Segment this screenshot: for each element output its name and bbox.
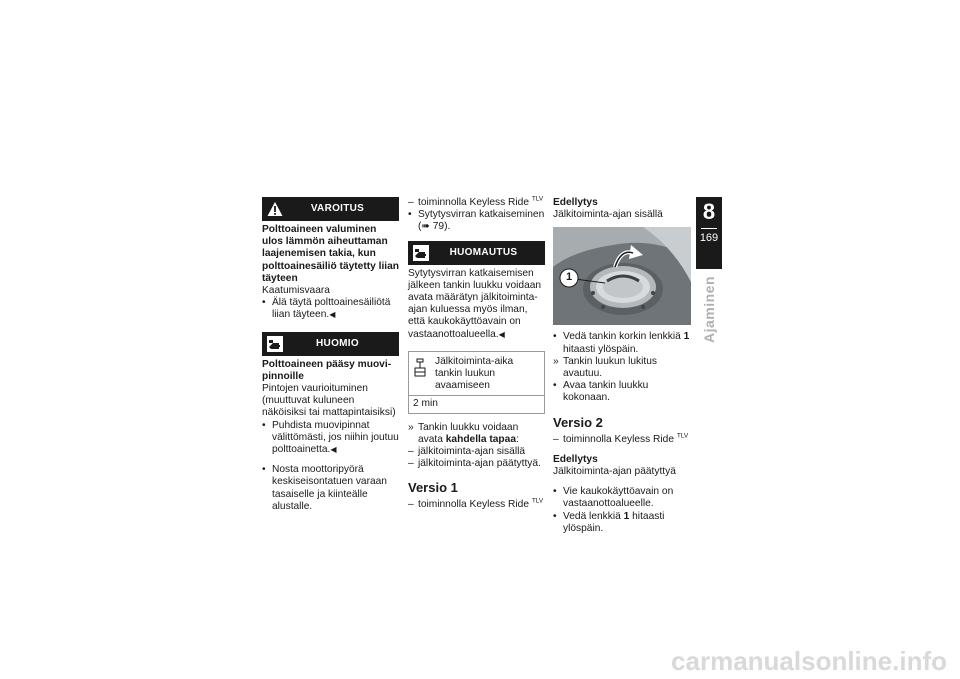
warning-title: Polttoaineen valuminen ulos lämmön aiheuttaman laajenemisen takia, kun polttoainesäiliö täytetty liian täyteen: [262, 224, 399, 284]
info-value: 2 min: [413, 398, 438, 410]
notice-title: Polttoaineen pääsy muovipinnoille: [262, 358, 392, 382]
warning-banner: [262, 197, 399, 221]
fuel-filler-icon: [413, 358, 427, 378]
column-1: [262, 197, 399, 513]
open-flap-bullet: • Avaa tankin luukku kokonaan.: [553, 380, 690, 404]
notice-label-2: HUOMAUTUS: [449, 246, 518, 258]
tlv-superscript: TLV: [676, 432, 689, 440]
lock-result: » Tankin luukun lukitus avautuu.: [553, 356, 690, 380]
notice-banner-2: [408, 241, 545, 265]
end-mark: ◀: [329, 310, 336, 320]
notice-hand-icon: [267, 336, 283, 352]
version-1-heading: Versio 1: [408, 480, 458, 496]
notice-hand-icon: [413, 245, 429, 261]
chapter-number: 8: [702, 199, 716, 224]
end-mark: ◀: [498, 329, 505, 339]
tlv-superscript: TLV: [531, 195, 544, 203]
tlv-superscript: TLV: [531, 498, 544, 506]
condition-2-text: Jälkitoiminta-ajan päätyttyä: [553, 466, 676, 478]
version-2-dash: – toiminnolla Keyless Ride $^{TLV}$: [553, 434, 690, 446]
version-2-heading: Versio 2: [553, 414, 603, 430]
notice-text-2: Sytytysvirran katkaisemisen jälkeen tankin luukku voidaan avata määrätyn jälkitoimintaajan kuluessa myös ilman, että kaukokäyttöavain on vastaanottoalueella.◀: [408, 267, 542, 340]
column-3: [553, 197, 690, 535]
watermark: carmanualsonline.info: [671, 646, 947, 676]
option-dash-2: – jälkitoiminta-ajan päätyttyä.: [408, 458, 545, 470]
condition-title: Edellytys: [553, 197, 598, 208]
chapter-tab: [696, 197, 722, 269]
end-mark: ◀: [330, 445, 337, 455]
warning-triangle-icon: [267, 201, 283, 217]
ignition-bullet: • Sytytysvirran katkaiseminen (➠ 79).: [408, 209, 545, 233]
pull-loop-bullet: • Vedä tankin korkin lenkkiä 1 hitaasti ylöspäin.: [553, 331, 690, 355]
photo-callout: 1: [565, 271, 573, 284]
info-text: Jälkitoiminta-aika tankin luukun avaamiseen: [435, 355, 514, 392]
notice-text: Pintojen vaurioituminen (muuttuvat kuluneen näköisiksi tai mattapintaisiksi): [262, 383, 396, 419]
warning-label: VAROITUS: [310, 202, 365, 214]
page-number: 169: [699, 232, 719, 244]
notice-bullet-1: • Puhdista muovipinnat välittömästi, jos niihin joutuu polttoainetta.◀: [262, 420, 399, 457]
chapter-name: Ajaminen: [700, 276, 717, 344]
warning-risk: Kaatumisvaara: [262, 285, 330, 297]
warning-bullet: • Älä täytä polttoainesäiliötä liian täyteen.◀: [262, 297, 399, 321]
key-bullet: • Vie kaukokäyttöavain on vastaanottoalueelle.: [553, 486, 690, 510]
notice-label: HUOMIO: [316, 337, 359, 349]
info-box: [408, 351, 545, 414]
column-2: [408, 197, 545, 512]
arrow-result: » Tankin luukku voidaan avata kahdella tapaa:: [408, 422, 545, 446]
condition-2-title: Edellytys: [553, 453, 598, 465]
condition-text: Jälkitoiminta-ajan sisällä: [553, 209, 663, 221]
pull-loop-bullet-2: • Vedä lenkkiä 1 hitaasti ylöspäin.: [553, 511, 690, 535]
page-reference[interactable]: (➠ 79).: [418, 221, 451, 233]
version-1-dash: – toiminnolla Keyless Ride $^{TLV}$: [408, 499, 545, 511]
notice-banner: [262, 332, 399, 356]
notice-bullet-2: • Nosta moottoripyörä keskiseisontatuen varaan tasaiselle ja kiinteälle alustalle.: [262, 464, 399, 513]
fuel-cap-photo: [553, 227, 691, 325]
option-dash-1: – jälkitoiminta-ajan sisällä: [408, 446, 545, 458]
keyless-dash: – toiminnolla Keyless Ride $^{TLV}$: [408, 197, 545, 209]
